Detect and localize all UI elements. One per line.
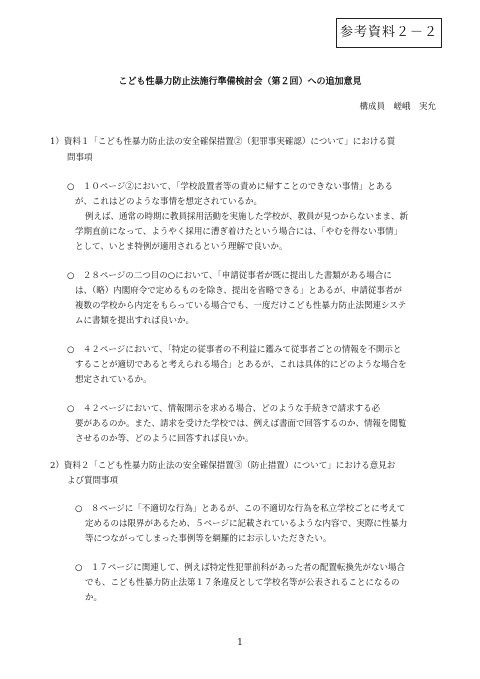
p1-line-4: 学期直前になって、ようやく採用に漕ぎ着けたという場合には、「やむを得ない事情」 <box>75 227 403 237</box>
p2-line-3: 複数の学校から内定をもらっている場合でも、一度だけこども性暴力防止法関連システ <box>75 301 407 311</box>
p6-line-1: ○ １７ページに関連して、例えば特定性犯罪前科があった者の配置転換先がない場合 <box>75 563 405 573</box>
p2-line-2: は、（略）内閣府令で定めるものを除き、提出を省略できる」とあるが、申請従事者が <box>75 286 402 296</box>
page-number: 1 <box>237 638 243 648</box>
p2-line-4: ムに書類を提出すれば良いか。 <box>75 316 195 326</box>
section-2-heading-line-1: 2）資料２「こども性暴力防止法の安全確保措置③（防止措置）について」における意見お <box>50 461 396 471</box>
p6-line-2: でも、こども性暴力防止法第１７条違反として学校名等が公表されることになるの <box>85 578 400 588</box>
p5-line-2: 定めるのは限界があるため、５ページに記載されているような内容で、実際に性暴力 <box>85 519 408 529</box>
p4-line-1: ○ ４２ページにおいて、情報開示を求める場合、どのような手続きで請求する必 <box>67 404 381 414</box>
p3-line-3: 想定されているか。 <box>75 375 152 385</box>
p4-line-2: 要があるのか。また、請求を受けた学校では、例えば書面で回答するのか、情報を閲覧 <box>75 419 407 429</box>
p1-line-5: として、いとま特例が適用されるという理解で良いか。 <box>75 242 288 252</box>
document-title: こども性暴力防止法施行準備検討会（第２回）への追加意見 <box>118 77 362 87</box>
reference-label-box: 参考資料２－２ <box>336 18 442 48</box>
p1-line-3: 例えば、通常の時期に教員採用活動を実施した学校が、教員が見つからないまま、新 <box>85 212 409 222</box>
p1-line-1: ○ １０ページ②において、「学校設置者等の責めに帰すことのできない事情」とある <box>67 182 393 192</box>
section-2-heading-line-2: よび質問事項 <box>67 476 119 486</box>
p5-line-3: 等につながってしまった事例等を網羅的にお示しいただきたい。 <box>85 534 332 544</box>
p3-line-2: することが適切であると考えられる場合」とあるが、これは具体的にどのような場合を <box>75 360 407 370</box>
section-1-heading-line-1: 1）資料１「こども性暴力防止法の安全確保措置②（犯罪事実確認）について」における質 <box>50 137 396 147</box>
author-line: 構成員 嵯峨 実允 <box>359 102 436 112</box>
p5-line-1: ○ ８ページに「不適切な行為」とあるが、この不適切な行為を私立学校ごとに考えて <box>75 504 406 514</box>
p2-line-1: ○ ２８ページの二つ目の○において、「申請従事者が既に提出した書類がある場合に <box>67 271 392 281</box>
p3-line-1: ○ ４２ページにおいて、「特定の従事者の不利益に鑑みて従事者ごとの情報を不開示と <box>67 345 402 355</box>
p6-line-3: か。 <box>85 593 103 603</box>
p4-line-3: させるのか等、どのように回答すれば良いか。 <box>75 434 254 444</box>
section-1-heading-line-2: 問事項 <box>67 153 93 163</box>
p1-line-2: が、これはどのような事情を想定されているか。 <box>75 197 263 207</box>
